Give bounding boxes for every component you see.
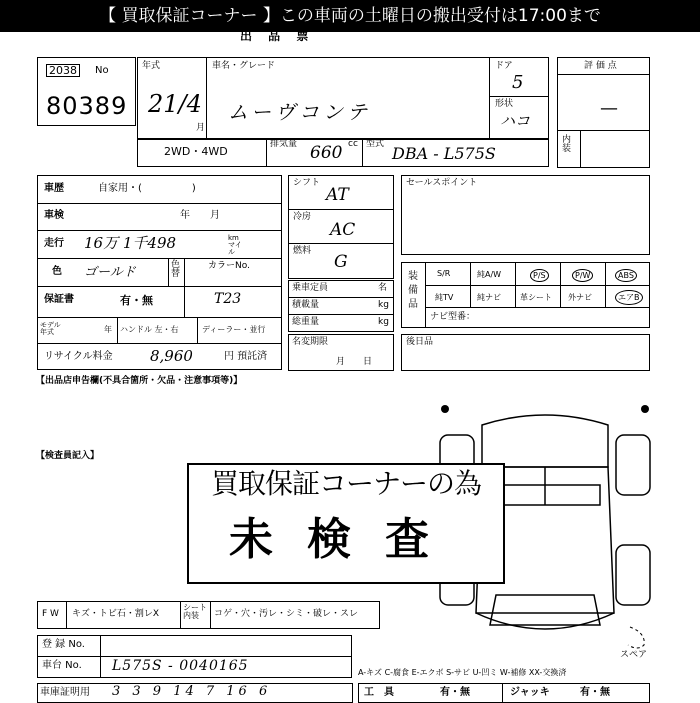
shape-label: 形状: [495, 99, 514, 109]
header-banner: 【 買取保証コーナー 】この車両の土曜日の搬出受付は17:00まで: [0, 0, 700, 32]
seller-declaration: 【出品店申告欄(不具合箇所・欠品・注意事項等)】: [36, 376, 243, 386]
model-year-label: モデル年式: [40, 321, 61, 336]
shape-value: ハコ: [500, 112, 531, 130]
year-value: 21/4: [148, 90, 202, 118]
fuel-value: G: [334, 252, 348, 272]
seat-text: コゲ・穴・汚レ・シミ・破レ・スレ: [214, 609, 359, 619]
doors-label: ドア: [495, 61, 513, 71]
ac-value: AC: [330, 220, 356, 240]
reg-change-label: 名変期限: [292, 337, 329, 347]
color-value: ゴールド: [84, 265, 136, 280]
damage-legend: A-キズ C-腐食 E-エクボ S-サビ U-凹ミ W-補修 XX-交換済: [358, 668, 567, 677]
inspector-label: 【検査員記入】: [36, 451, 100, 461]
color-change-label: 色替: [171, 260, 181, 279]
chassis-label: 車台 No.: [42, 660, 82, 671]
spare-label: スペア: [620, 650, 648, 660]
month-mark: 月: [196, 123, 206, 133]
doors-value: 5: [512, 72, 524, 93]
disp-unit: cc: [348, 139, 358, 149]
name-value: ムーヴコンテ: [228, 100, 371, 124]
recycle-unit: 円 預託済: [224, 351, 268, 362]
tools-value: 有・無: [440, 687, 470, 698]
recycle-label: リサイクル料金: [44, 351, 113, 362]
warranty-label: 保証書: [44, 294, 74, 305]
details-box: [37, 175, 282, 370]
tools-label: 工 具: [364, 687, 394, 698]
color-label: 色: [52, 266, 62, 277]
model-year-year: 年: [104, 325, 112, 334]
load-label: 積載量: [292, 300, 320, 310]
rear-label: 後日品: [406, 337, 434, 347]
shift-value: AT: [326, 185, 349, 205]
model-label: 型式: [366, 139, 385, 149]
mileage-value: 16万 1千498: [84, 234, 177, 252]
shaken-label: 車検: [44, 210, 64, 221]
reg-change-value: 月 日: [336, 357, 373, 367]
fw-label: F W: [42, 609, 59, 619]
name-label: 車名・グレード: [212, 61, 276, 71]
shaken-value: 年 月: [180, 210, 220, 221]
model-value: DBA - L575S: [392, 144, 496, 163]
fuel-label: 燃料: [293, 246, 312, 256]
disp-label: 排気量: [270, 139, 298, 149]
score-value: —: [600, 98, 618, 119]
year-label: 年式: [142, 61, 161, 71]
drive-label: 2WD・4WD: [164, 145, 228, 158]
dealer-label: ディーラー・並行: [202, 325, 266, 334]
mileage-unit: km マイル: [228, 234, 242, 256]
score-label: 評 価 点: [584, 61, 617, 71]
reg-no-label: 登 録 No.: [42, 639, 85, 650]
capacity-unit: 名: [378, 283, 388, 293]
equip-airbag: エアB: [615, 290, 643, 305]
recycle-value: 8,960: [150, 347, 193, 365]
rear-box: [401, 334, 650, 371]
warranty-value: 有・無: [120, 294, 153, 307]
capacity-label: 乗車定員: [292, 283, 329, 293]
garage-cert-label: 車庫証明用: [40, 687, 90, 698]
interior-label: 内装: [562, 135, 572, 154]
chassis-value: L575S - 0040165: [112, 658, 249, 674]
load-unit: kg: [378, 300, 389, 310]
gross-label: 総重量: [292, 317, 320, 327]
stamp-line2: 未検査: [229, 514, 463, 565]
shift-label: シフト: [293, 178, 321, 188]
ac-label: 冷房: [293, 212, 312, 222]
garage-cert-values: 3 3 9 14 7 16 6: [112, 684, 272, 699]
equip-alloy: 純A/W: [477, 270, 502, 279]
history-value: 自家用・( ): [98, 183, 196, 194]
equip-abs: ABS: [615, 269, 637, 282]
equip-ps: P/S: [530, 269, 549, 282]
navi-model-label: ナビ型番：: [430, 312, 476, 322]
lot-prefix: 2038: [46, 64, 80, 77]
color-no-value: T23: [214, 291, 242, 307]
disp-value: 660: [310, 143, 343, 163]
stamp-line1: 買取保証コーナーの為: [210, 467, 481, 500]
lot-number: 80389: [46, 92, 128, 120]
gross-unit: kg: [378, 317, 389, 327]
sales-label: セールスポイント: [406, 178, 478, 188]
history-label: 車歴: [44, 183, 64, 194]
jack-value: 有・無: [580, 687, 610, 698]
equip-leather: 革シート: [520, 293, 552, 302]
color-no-label: カラーNo.: [208, 261, 250, 271]
equip-pw: P/W: [572, 269, 593, 282]
equip-tv: 純TV: [435, 293, 454, 302]
jack-label: ジャッキ: [510, 687, 550, 698]
mileage-label: 走行: [44, 238, 64, 249]
sheet-title: 出 品 票: [240, 29, 315, 43]
equip-navi: 純ナビ: [477, 293, 501, 302]
no-label: No: [95, 65, 109, 76]
equip-ext-navi: 外ナビ: [568, 293, 592, 302]
equip-sr: S/R: [437, 269, 451, 278]
handle-label: ハンドル 左・右: [120, 325, 179, 334]
seat-label: シート内装: [183, 603, 207, 620]
fw-text: キズ・トビ石・割レX: [72, 609, 159, 619]
equip-label: 装備品: [408, 271, 418, 310]
